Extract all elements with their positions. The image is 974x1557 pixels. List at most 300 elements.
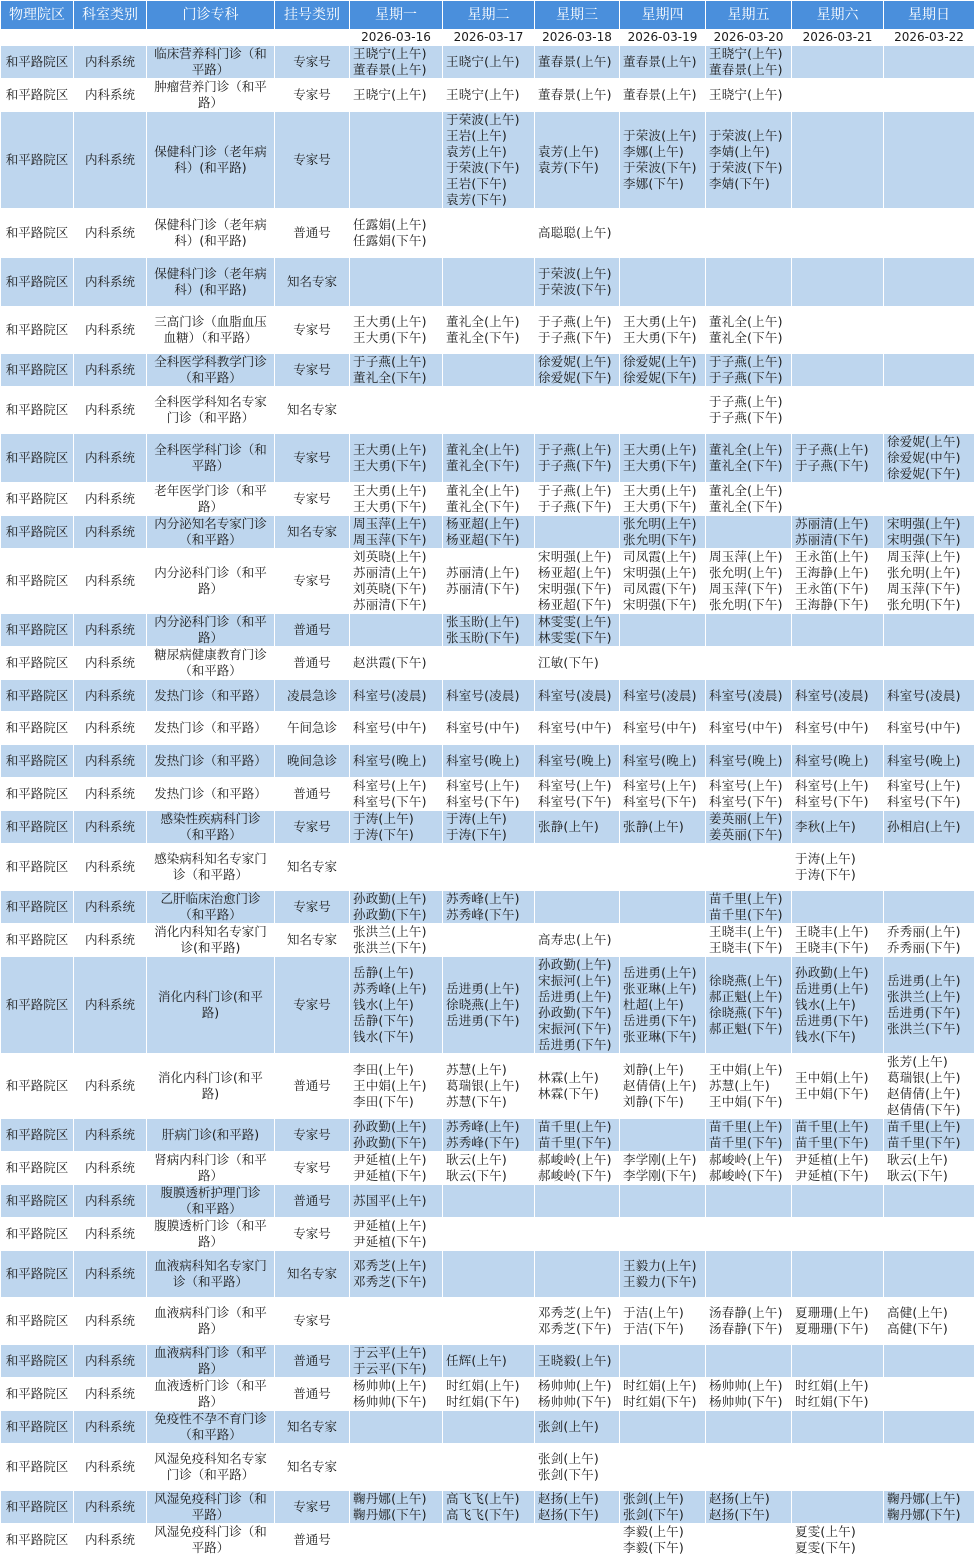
doctor-slot[interactable]: 杨帅帅(上午) xyxy=(353,1378,441,1394)
doctor-slot[interactable]: 张静(上午) xyxy=(538,819,618,835)
doctor-slot[interactable]: 张亚琳(下午) xyxy=(623,1029,704,1045)
doctor-slot[interactable]: 张剑(上午) xyxy=(623,1491,704,1507)
doctor-slot[interactable]: 宋振河(上午) xyxy=(538,973,618,989)
doctor-slot[interactable]: 张洪兰(下午) xyxy=(353,940,441,956)
doctor-slot[interactable]: 苏丽清(下午) xyxy=(795,532,882,548)
doctor-slot[interactable]: 董礼全(下午) xyxy=(446,458,533,474)
doctor-slot[interactable]: 于涛(下午) xyxy=(446,827,533,843)
doctor-slot[interactable]: 刘静(上午) xyxy=(623,1062,704,1078)
doctor-slot[interactable]: 郝峻岭(下午) xyxy=(709,1168,790,1184)
doctor-slot[interactable]: 李秋(上午) xyxy=(795,819,882,835)
doctor-slot[interactable]: 孙政勤(下午) xyxy=(538,1005,618,1021)
doctor-slot[interactable]: 徐晓燕(上午) xyxy=(446,997,533,1013)
doctor-slot[interactable]: 王大勇(下午) xyxy=(353,458,441,474)
doctor-slot[interactable]: 周玉萍(上午) xyxy=(887,549,973,565)
doctor-slot[interactable]: 宋明强(上午) xyxy=(538,549,618,565)
doctor-slot[interactable]: 苏慧(上午) xyxy=(446,1062,533,1078)
doctor-slot[interactable]: 孙政勤(上午) xyxy=(795,965,882,981)
doctor-slot[interactable]: 苗千里(上午) xyxy=(887,1119,973,1135)
doctor-slot[interactable]: 于子燕(下午) xyxy=(538,499,618,515)
doctor-slot[interactable]: 苗千里(下午) xyxy=(709,907,790,923)
doctor-slot[interactable]: 苗千里(下午) xyxy=(538,1135,618,1151)
doctor-slot[interactable]: 林霖(上午) xyxy=(538,1070,618,1086)
doctor-slot[interactable]: 李田(上午) xyxy=(353,1062,441,1078)
doctor-slot[interactable]: 葛瑞银(上午) xyxy=(446,1078,533,1094)
doctor-slot[interactable]: 耿云(上午) xyxy=(446,1152,533,1168)
doctor-slot[interactable]: 科室号(下午) xyxy=(795,794,882,810)
doctor-slot[interactable]: 于荣波(下午) xyxy=(538,282,618,298)
doctor-slot[interactable]: 董礼全(上午) xyxy=(446,483,533,499)
doctor-slot[interactable]: 李婧(上午) xyxy=(709,144,790,160)
doctor-slot[interactable]: 科室号(中午) xyxy=(538,720,618,736)
doctor-slot[interactable]: 苏秀峰(上午) xyxy=(446,891,533,907)
doctor-slot[interactable]: 王中娟(上午) xyxy=(795,1070,882,1086)
doctor-slot[interactable]: 于子燕(上午) xyxy=(538,314,618,330)
doctor-slot[interactable]: 宋明强(上午) xyxy=(623,565,704,581)
doctor-slot[interactable]: 科室号(上午) xyxy=(887,778,973,794)
doctor-slot[interactable]: 董礼全(下午) xyxy=(709,499,790,515)
doctor-slot[interactable]: 李毅(下午) xyxy=(623,1540,704,1556)
doctor-slot[interactable]: 王中娟(下午) xyxy=(795,1086,882,1102)
doctor-slot[interactable]: 李娜(上午) xyxy=(623,144,704,160)
doctor-slot[interactable]: 张剑(下午) xyxy=(623,1507,704,1523)
doctor-slot[interactable]: 杜超(上午) xyxy=(623,997,704,1013)
doctor-slot[interactable]: 苗千里(上午) xyxy=(538,1119,618,1135)
doctor-slot[interactable]: 耿云(下午) xyxy=(887,1168,973,1184)
doctor-slot[interactable]: 杨亚超(上午) xyxy=(538,565,618,581)
doctor-slot[interactable]: 郝峻岭(上午) xyxy=(709,1152,790,1168)
doctor-slot[interactable]: 王永笛(上午) xyxy=(795,549,882,565)
doctor-slot[interactable]: 邓秀芝(上午) xyxy=(538,1305,618,1321)
doctor-slot[interactable]: 王岩(下午) xyxy=(446,176,533,192)
doctor-slot[interactable]: 赵扬(上午) xyxy=(538,1491,618,1507)
doctor-slot[interactable]: 苗千里(上午) xyxy=(709,1119,790,1135)
doctor-slot[interactable]: 张允明(上午) xyxy=(623,516,704,532)
doctor-slot[interactable]: 张允明(上午) xyxy=(887,565,973,581)
doctor-slot[interactable]: 王海静(上午) xyxy=(795,565,882,581)
doctor-slot[interactable]: 于涛(下午) xyxy=(795,867,882,883)
doctor-slot[interactable]: 夏雯(下午) xyxy=(795,1540,882,1556)
doctor-slot[interactable]: 钱水(下午) xyxy=(795,1029,882,1045)
doctor-slot[interactable]: 王晓宁(上午) xyxy=(446,54,533,70)
doctor-slot[interactable]: 王晓宁(上午) xyxy=(353,46,441,62)
doctor-slot[interactable]: 于荣波(下午) xyxy=(446,160,533,176)
doctor-slot[interactable]: 于荣波(下午) xyxy=(709,160,790,176)
doctor-slot[interactable]: 徐爱妮(上午) xyxy=(538,354,618,370)
doctor-slot[interactable]: 岳进勇(下午) xyxy=(538,1037,618,1053)
doctor-slot[interactable]: 科室号(晚上) xyxy=(795,753,882,769)
doctor-slot[interactable]: 徐爱妮(中午) xyxy=(887,450,973,466)
doctor-slot[interactable]: 孙政勤(上午) xyxy=(538,957,618,973)
doctor-slot[interactable]: 苗千里(下午) xyxy=(795,1135,882,1151)
doctor-slot[interactable]: 于子燕(下午) xyxy=(795,458,882,474)
doctor-slot[interactable]: 王大勇(下午) xyxy=(623,330,704,346)
doctor-slot[interactable]: 于荣波(上午) xyxy=(538,266,618,282)
doctor-slot[interactable]: 郝正魁(上午) xyxy=(709,989,790,1005)
doctor-slot[interactable]: 高健(上午) xyxy=(887,1305,973,1321)
doctor-slot[interactable]: 周玉萍(下午) xyxy=(887,581,973,597)
doctor-slot[interactable]: 高健(下午) xyxy=(887,1321,973,1337)
doctor-slot[interactable]: 苏慧(上午) xyxy=(709,1078,790,1094)
doctor-slot[interactable]: 董春景(上午) xyxy=(353,62,441,78)
doctor-slot[interactable]: 杨亚超(下午) xyxy=(538,597,618,613)
doctor-slot[interactable]: 张剑(上午) xyxy=(538,1419,618,1435)
doctor-slot[interactable]: 司凤霞(下午) xyxy=(623,581,704,597)
doctor-slot[interactable]: 孙相启(上午) xyxy=(887,819,973,835)
doctor-slot[interactable]: 张亚琳(上午) xyxy=(623,981,704,997)
doctor-slot[interactable]: 王大勇(上午) xyxy=(623,314,704,330)
doctor-slot[interactable]: 李学刚(上午) xyxy=(623,1152,704,1168)
doctor-slot[interactable]: 周玉萍(下午) xyxy=(353,532,441,548)
doctor-slot[interactable]: 科室号(晚上) xyxy=(446,753,533,769)
doctor-slot[interactable]: 宋明强(下午) xyxy=(623,597,704,613)
doctor-slot[interactable]: 岳进勇(下午) xyxy=(623,1013,704,1029)
doctor-slot[interactable]: 王大勇(上午) xyxy=(353,442,441,458)
doctor-slot[interactable]: 科室号(凌晨) xyxy=(353,688,441,704)
doctor-slot[interactable]: 李学刚(下午) xyxy=(623,1168,704,1184)
doctor-slot[interactable]: 袁芳(下午) xyxy=(446,192,533,208)
doctor-slot[interactable]: 王晓宁(上午) xyxy=(709,46,790,62)
doctor-slot[interactable]: 岳进勇(上午) xyxy=(538,989,618,1005)
doctor-slot[interactable]: 董礼全(下午) xyxy=(353,370,441,386)
doctor-slot[interactable]: 江敏(下午) xyxy=(538,655,618,671)
doctor-slot[interactable]: 赵扬(上午) xyxy=(709,1491,790,1507)
doctor-slot[interactable]: 尹延植(下午) xyxy=(795,1168,882,1184)
doctor-slot[interactable]: 董礼全(上午) xyxy=(446,442,533,458)
doctor-slot[interactable]: 董礼全(上午) xyxy=(709,442,790,458)
doctor-slot[interactable]: 王中娟(上午) xyxy=(353,1078,441,1094)
doctor-slot[interactable]: 孙政勤(下午) xyxy=(353,1135,441,1151)
doctor-slot[interactable]: 董春景(上午) xyxy=(623,54,704,70)
doctor-slot[interactable]: 耿云(上午) xyxy=(887,1152,973,1168)
doctor-slot[interactable]: 科室号(凌晨) xyxy=(795,688,882,704)
doctor-slot[interactable]: 王中娟(下午) xyxy=(709,1094,790,1110)
doctor-slot[interactable]: 科室号(上午) xyxy=(353,778,441,794)
doctor-slot[interactable]: 科室号(中午) xyxy=(446,720,533,736)
doctor-slot[interactable]: 时红娟(下午) xyxy=(795,1394,882,1410)
doctor-slot[interactable]: 夏珊珊(上午) xyxy=(795,1305,882,1321)
doctor-slot[interactable]: 宋振河(下午) xyxy=(538,1021,618,1037)
doctor-slot[interactable]: 徐爱妮(上午) xyxy=(623,354,704,370)
doctor-slot[interactable]: 张芳(上午) xyxy=(887,1054,973,1070)
doctor-slot[interactable]: 鞠丹娜(上午) xyxy=(353,1491,441,1507)
doctor-slot[interactable]: 孙政勤(下午) xyxy=(353,907,441,923)
doctor-slot[interactable]: 徐晓燕(上午) xyxy=(709,973,790,989)
doctor-slot[interactable]: 周玉萍(上午) xyxy=(709,549,790,565)
doctor-slot[interactable]: 于子燕(上午) xyxy=(709,394,790,410)
doctor-slot[interactable]: 于子燕(上午) xyxy=(538,442,618,458)
doctor-slot[interactable]: 董礼全(下午) xyxy=(709,458,790,474)
doctor-slot[interactable]: 科室号(凌晨) xyxy=(709,688,790,704)
doctor-slot[interactable]: 苏秀峰(下午) xyxy=(446,1135,533,1151)
doctor-slot[interactable]: 岳进勇(下午) xyxy=(887,1005,973,1021)
doctor-slot[interactable]: 杨帅帅(上午) xyxy=(538,1378,618,1394)
doctor-slot[interactable]: 科室号(凌晨) xyxy=(887,688,973,704)
doctor-slot[interactable]: 董春景(上午) xyxy=(623,87,704,103)
doctor-slot[interactable]: 尹延植(上午) xyxy=(795,1152,882,1168)
doctor-slot[interactable]: 林雯雯(上午) xyxy=(538,614,618,630)
doctor-slot[interactable]: 张剑(下午) xyxy=(538,1467,618,1483)
doctor-slot[interactable]: 王海静(下午) xyxy=(795,597,882,613)
doctor-slot[interactable]: 董礼全(上午) xyxy=(446,314,533,330)
doctor-slot[interactable]: 于荣波(下午) xyxy=(623,160,704,176)
doctor-slot[interactable]: 高寿忠(上午) xyxy=(538,932,618,948)
doctor-slot[interactable]: 科室号(中午) xyxy=(887,720,973,736)
doctor-slot[interactable]: 鞠丹娜(下午) xyxy=(887,1507,973,1523)
doctor-slot[interactable]: 夏雯(上午) xyxy=(795,1524,882,1540)
doctor-slot[interactable]: 徐爱妮(上午) xyxy=(887,434,973,450)
doctor-slot[interactable]: 周玉萍(下午) xyxy=(709,581,790,597)
doctor-slot[interactable]: 王大勇(上午) xyxy=(623,483,704,499)
doctor-slot[interactable]: 钱水(上午) xyxy=(353,997,441,1013)
doctor-slot[interactable]: 徐爱妮(下午) xyxy=(623,370,704,386)
doctor-slot[interactable]: 科室号(凌晨) xyxy=(538,688,618,704)
doctor-slot[interactable]: 鞠丹娜(下午) xyxy=(353,1507,441,1523)
doctor-slot[interactable]: 科室号(下午) xyxy=(446,794,533,810)
doctor-slot[interactable]: 钱水(下午) xyxy=(353,1029,441,1045)
doctor-slot[interactable]: 科室号(下午) xyxy=(887,794,973,810)
doctor-slot[interactable]: 刘静(下午) xyxy=(623,1094,704,1110)
doctor-slot[interactable]: 汤春静(上午) xyxy=(709,1305,790,1321)
doctor-slot[interactable]: 王晓宁(上午) xyxy=(709,87,790,103)
doctor-slot[interactable]: 邓秀芝(上午) xyxy=(353,1258,441,1274)
doctor-slot[interactable]: 时红娟(上午) xyxy=(795,1378,882,1394)
doctor-slot[interactable]: 姜英丽(上午) xyxy=(709,811,790,827)
doctor-slot[interactable]: 李婧(下午) xyxy=(709,176,790,192)
doctor-slot[interactable]: 苏秀峰(下午) xyxy=(446,907,533,923)
doctor-slot[interactable]: 赵倩倩(上午) xyxy=(887,1086,973,1102)
doctor-slot[interactable]: 苏秀峰(上午) xyxy=(446,1119,533,1135)
doctor-slot[interactable]: 乔秀丽(下午) xyxy=(887,940,973,956)
doctor-slot[interactable]: 宋明强(下午) xyxy=(887,532,973,548)
doctor-slot[interactable]: 董礼全(下午) xyxy=(446,499,533,515)
doctor-slot[interactable]: 科室号(凌晨) xyxy=(623,688,704,704)
doctor-slot[interactable]: 乔秀丽(上午) xyxy=(887,924,973,940)
doctor-slot[interactable]: 袁芳(上午) xyxy=(446,144,533,160)
doctor-slot[interactable]: 苏丽清(上午) xyxy=(795,516,882,532)
doctor-slot[interactable]: 高聪聪(上午) xyxy=(538,225,618,241)
doctor-slot[interactable]: 于子燕(下午) xyxy=(538,458,618,474)
doctor-slot[interactable]: 科室号(上午) xyxy=(538,778,618,794)
doctor-slot[interactable]: 徐爱妮(下午) xyxy=(538,370,618,386)
doctor-slot[interactable]: 徐晓燕(下午) xyxy=(709,1005,790,1021)
doctor-slot[interactable]: 张允明(下午) xyxy=(709,597,790,613)
doctor-slot[interactable]: 于洁(下午) xyxy=(623,1321,704,1337)
doctor-slot[interactable]: 王晓宁(上午) xyxy=(353,87,441,103)
doctor-slot[interactable]: 科室号(凌晨) xyxy=(446,688,533,704)
doctor-slot[interactable]: 科室号(晚上) xyxy=(353,753,441,769)
doctor-slot[interactable]: 科室号(上午) xyxy=(623,778,704,794)
doctor-slot[interactable]: 于子燕(上午) xyxy=(353,354,441,370)
doctor-slot[interactable]: 王大勇(上午) xyxy=(353,483,441,499)
doctor-slot[interactable]: 苗千里(上午) xyxy=(709,891,790,907)
doctor-slot[interactable]: 李娜(下午) xyxy=(623,176,704,192)
doctor-slot[interactable]: 苗千里(下午) xyxy=(709,1135,790,1151)
doctor-slot[interactable]: 科室号(下午) xyxy=(538,794,618,810)
doctor-slot[interactable]: 王永笛(下午) xyxy=(795,581,882,597)
doctor-slot[interactable]: 赵倩倩(下午) xyxy=(887,1102,973,1118)
doctor-slot[interactable]: 董春景(上午) xyxy=(538,87,618,103)
doctor-slot[interactable]: 赵扬(下午) xyxy=(538,1507,618,1523)
doctor-slot[interactable]: 张剑(上午) xyxy=(538,1451,618,1467)
doctor-slot[interactable]: 任露娟(下午) xyxy=(353,233,441,249)
doctor-slot[interactable]: 于子燕(上午) xyxy=(538,483,618,499)
doctor-slot[interactable]: 耿云(下午) xyxy=(446,1168,533,1184)
doctor-slot[interactable]: 科室号(下午) xyxy=(353,794,441,810)
doctor-slot[interactable]: 于子燕(下午) xyxy=(538,330,618,346)
doctor-slot[interactable]: 赵扬(下午) xyxy=(709,1507,790,1523)
doctor-slot[interactable]: 袁芳(下午) xyxy=(538,160,618,176)
doctor-slot[interactable]: 王晓丰(下午) xyxy=(795,940,882,956)
doctor-slot[interactable]: 邓秀芝(下午) xyxy=(353,1274,441,1290)
doctor-slot[interactable]: 李田(下午) xyxy=(353,1094,441,1110)
doctor-slot[interactable]: 张允明(下午) xyxy=(887,597,973,613)
doctor-slot[interactable]: 赵倩倩(上午) xyxy=(623,1078,704,1094)
doctor-slot[interactable]: 尹延植(上午) xyxy=(353,1218,441,1234)
doctor-slot[interactable]: 于洁(上午) xyxy=(623,1305,704,1321)
doctor-slot[interactable]: 岳静(上午) xyxy=(353,965,441,981)
doctor-slot[interactable]: 苏国平(上午) xyxy=(353,1193,441,1209)
doctor-slot[interactable]: 赵洪霞(下午) xyxy=(353,655,441,671)
doctor-slot[interactable]: 林霖(下午) xyxy=(538,1086,618,1102)
doctor-slot[interactable]: 刘英晓(下午) xyxy=(353,581,441,597)
doctor-slot[interactable]: 杨帅帅(下午) xyxy=(709,1394,790,1410)
doctor-slot[interactable]: 科室号(上午) xyxy=(795,778,882,794)
doctor-slot[interactable]: 于荣波(上午) xyxy=(623,128,704,144)
doctor-slot[interactable]: 张洪兰(上午) xyxy=(353,924,441,940)
doctor-slot[interactable]: 时红娟(上午) xyxy=(623,1378,704,1394)
doctor-slot[interactable]: 尹延植(下午) xyxy=(353,1168,441,1184)
doctor-slot[interactable]: 苗千里(上午) xyxy=(795,1119,882,1135)
doctor-slot[interactable]: 苗千里(下午) xyxy=(887,1135,973,1151)
doctor-slot[interactable]: 岳进勇(下午) xyxy=(795,1013,882,1029)
doctor-slot[interactable]: 王大勇(下午) xyxy=(353,330,441,346)
doctor-slot[interactable]: 张允明(上午) xyxy=(709,565,790,581)
doctor-slot[interactable]: 张静(上午) xyxy=(623,819,704,835)
doctor-slot[interactable]: 杨帅帅(下午) xyxy=(353,1394,441,1410)
doctor-slot[interactable]: 尹延植(上午) xyxy=(353,1152,441,1168)
doctor-slot[interactable]: 王大勇(上午) xyxy=(623,442,704,458)
doctor-slot[interactable]: 周玉萍(上午) xyxy=(353,516,441,532)
doctor-slot[interactable]: 科室号(中午) xyxy=(795,720,882,736)
doctor-slot[interactable]: 苏秀峰(上午) xyxy=(353,981,441,997)
doctor-slot[interactable]: 于涛(上午) xyxy=(795,851,882,867)
doctor-slot[interactable]: 王中娟(上午) xyxy=(709,1062,790,1078)
doctor-slot[interactable]: 姜英丽(下午) xyxy=(709,827,790,843)
doctor-slot[interactable]: 杨亚超(上午) xyxy=(446,516,533,532)
doctor-slot[interactable]: 于涛(上午) xyxy=(353,811,441,827)
doctor-slot[interactable]: 苏丽清(下午) xyxy=(353,597,441,613)
doctor-slot[interactable]: 李毅(上午) xyxy=(623,1524,704,1540)
doctor-slot[interactable]: 科室号(晚上) xyxy=(709,753,790,769)
doctor-slot[interactable]: 于涛(上午) xyxy=(446,811,533,827)
doctor-slot[interactable]: 岳进勇(上午) xyxy=(446,981,533,997)
doctor-slot[interactable]: 于云平(下午) xyxy=(353,1361,441,1377)
doctor-slot[interactable]: 袁芳(上午) xyxy=(538,144,618,160)
doctor-slot[interactable]: 科室号(晚上) xyxy=(623,753,704,769)
doctor-slot[interactable]: 岳静(下午) xyxy=(353,1013,441,1029)
doctor-slot[interactable]: 王晓丰(下午) xyxy=(709,940,790,956)
doctor-slot[interactable]: 科室号(晚上) xyxy=(887,753,973,769)
doctor-slot[interactable]: 王晓丰(上午) xyxy=(795,924,882,940)
doctor-slot[interactable]: 王晓宁(上午) xyxy=(446,87,533,103)
doctor-slot[interactable]: 科室号(下午) xyxy=(709,794,790,810)
doctor-slot[interactable]: 王毅力(下午) xyxy=(623,1274,704,1290)
doctor-slot[interactable]: 科室号(中午) xyxy=(709,720,790,736)
doctor-slot[interactable]: 王大勇(上午) xyxy=(353,314,441,330)
doctor-slot[interactable]: 张洪兰(下午) xyxy=(887,1021,973,1037)
doctor-slot[interactable]: 夏珊珊(下午) xyxy=(795,1321,882,1337)
doctor-slot[interactable]: 时红娟(上午) xyxy=(446,1378,533,1394)
doctor-slot[interactable]: 岳进勇(上午) xyxy=(795,981,882,997)
doctor-slot[interactable]: 宋明强(下午) xyxy=(538,581,618,597)
doctor-slot[interactable]: 王岩(上午) xyxy=(446,128,533,144)
doctor-slot[interactable]: 杨亚超(下午) xyxy=(446,532,533,548)
doctor-slot[interactable]: 岳进勇(上午) xyxy=(887,973,973,989)
doctor-slot[interactable]: 王大勇(下午) xyxy=(623,499,704,515)
doctor-slot[interactable]: 林雯雯(下午) xyxy=(538,630,618,646)
doctor-slot[interactable]: 科室号(中午) xyxy=(623,720,704,736)
doctor-slot[interactable]: 科室号(晚上) xyxy=(538,753,618,769)
doctor-slot[interactable]: 董礼全(上午) xyxy=(709,314,790,330)
doctor-slot[interactable]: 科室号(下午) xyxy=(623,794,704,810)
doctor-slot[interactable]: 于子燕(下午) xyxy=(709,370,790,386)
doctor-slot[interactable]: 张玉盼(下午) xyxy=(446,630,533,646)
doctor-slot[interactable]: 苏丽清(上午) xyxy=(446,565,533,581)
doctor-slot[interactable]: 邓秀芝(下午) xyxy=(538,1321,618,1337)
doctor-slot[interactable]: 王大勇(下午) xyxy=(353,499,441,515)
doctor-slot[interactable]: 张玉盼(上午) xyxy=(446,614,533,630)
doctor-slot[interactable]: 宋明强(上午) xyxy=(887,516,973,532)
doctor-slot[interactable]: 于子燕(下午) xyxy=(709,410,790,426)
doctor-slot[interactable]: 苏慧(下午) xyxy=(446,1094,533,1110)
doctor-slot[interactable]: 岳进勇(上午) xyxy=(623,965,704,981)
doctor-slot[interactable]: 郝峻岭(下午) xyxy=(538,1168,618,1184)
doctor-slot[interactable]: 苏丽清(下午) xyxy=(446,581,533,597)
doctor-slot[interactable]: 时红娟(下午) xyxy=(446,1394,533,1410)
doctor-slot[interactable]: 孙政勤(上午) xyxy=(353,891,441,907)
doctor-slot[interactable]: 董春景(上午) xyxy=(709,62,790,78)
doctor-slot[interactable]: 张洪兰(上午) xyxy=(887,989,973,1005)
doctor-slot[interactable]: 汤春静(下午) xyxy=(709,1321,790,1337)
doctor-slot[interactable]: 葛瑞银(上午) xyxy=(887,1070,973,1086)
doctor-slot[interactable]: 于荣波(上午) xyxy=(709,128,790,144)
doctor-slot[interactable]: 孙政勤(上午) xyxy=(353,1119,441,1135)
doctor-slot[interactable]: 董礼全(下午) xyxy=(709,330,790,346)
doctor-slot[interactable]: 任辉(上午) xyxy=(446,1353,533,1369)
doctor-slot[interactable]: 董春景(上午) xyxy=(538,54,618,70)
doctor-slot[interactable]: 鞠丹娜(上午) xyxy=(887,1491,973,1507)
doctor-slot[interactable]: 徐爱妮(下午) xyxy=(887,466,973,482)
doctor-slot[interactable]: 董礼全(上午) xyxy=(709,483,790,499)
doctor-slot[interactable]: 董礼全(下午) xyxy=(446,330,533,346)
doctor-slot[interactable]: 于云平(上午) xyxy=(353,1345,441,1361)
doctor-slot[interactable]: 刘英晓(上午) xyxy=(353,549,441,565)
doctor-slot[interactable]: 王晓丰(上午) xyxy=(709,924,790,940)
doctor-slot[interactable]: 于荣波(上午) xyxy=(446,112,533,128)
doctor-slot[interactable]: 司凤霞(上午) xyxy=(623,549,704,565)
doctor-slot[interactable]: 杨帅帅(下午) xyxy=(538,1394,618,1410)
doctor-slot[interactable]: 钱水(上午) xyxy=(795,997,882,1013)
doctor-slot[interactable]: 于子燕(上午) xyxy=(709,354,790,370)
doctor-slot[interactable]: 岳进勇(下午) xyxy=(446,1013,533,1029)
doctor-slot[interactable]: 张允明(下午) xyxy=(623,532,704,548)
doctor-slot[interactable]: 郝峻岭(上午) xyxy=(538,1152,618,1168)
doctor-slot[interactable]: 时红娟(下午) xyxy=(623,1394,704,1410)
doctor-slot[interactable]: 于涛(下午) xyxy=(353,827,441,843)
doctor-slot[interactable]: 王毅力(上午) xyxy=(623,1258,704,1274)
doctor-slot[interactable]: 尹延植(下午) xyxy=(353,1234,441,1250)
